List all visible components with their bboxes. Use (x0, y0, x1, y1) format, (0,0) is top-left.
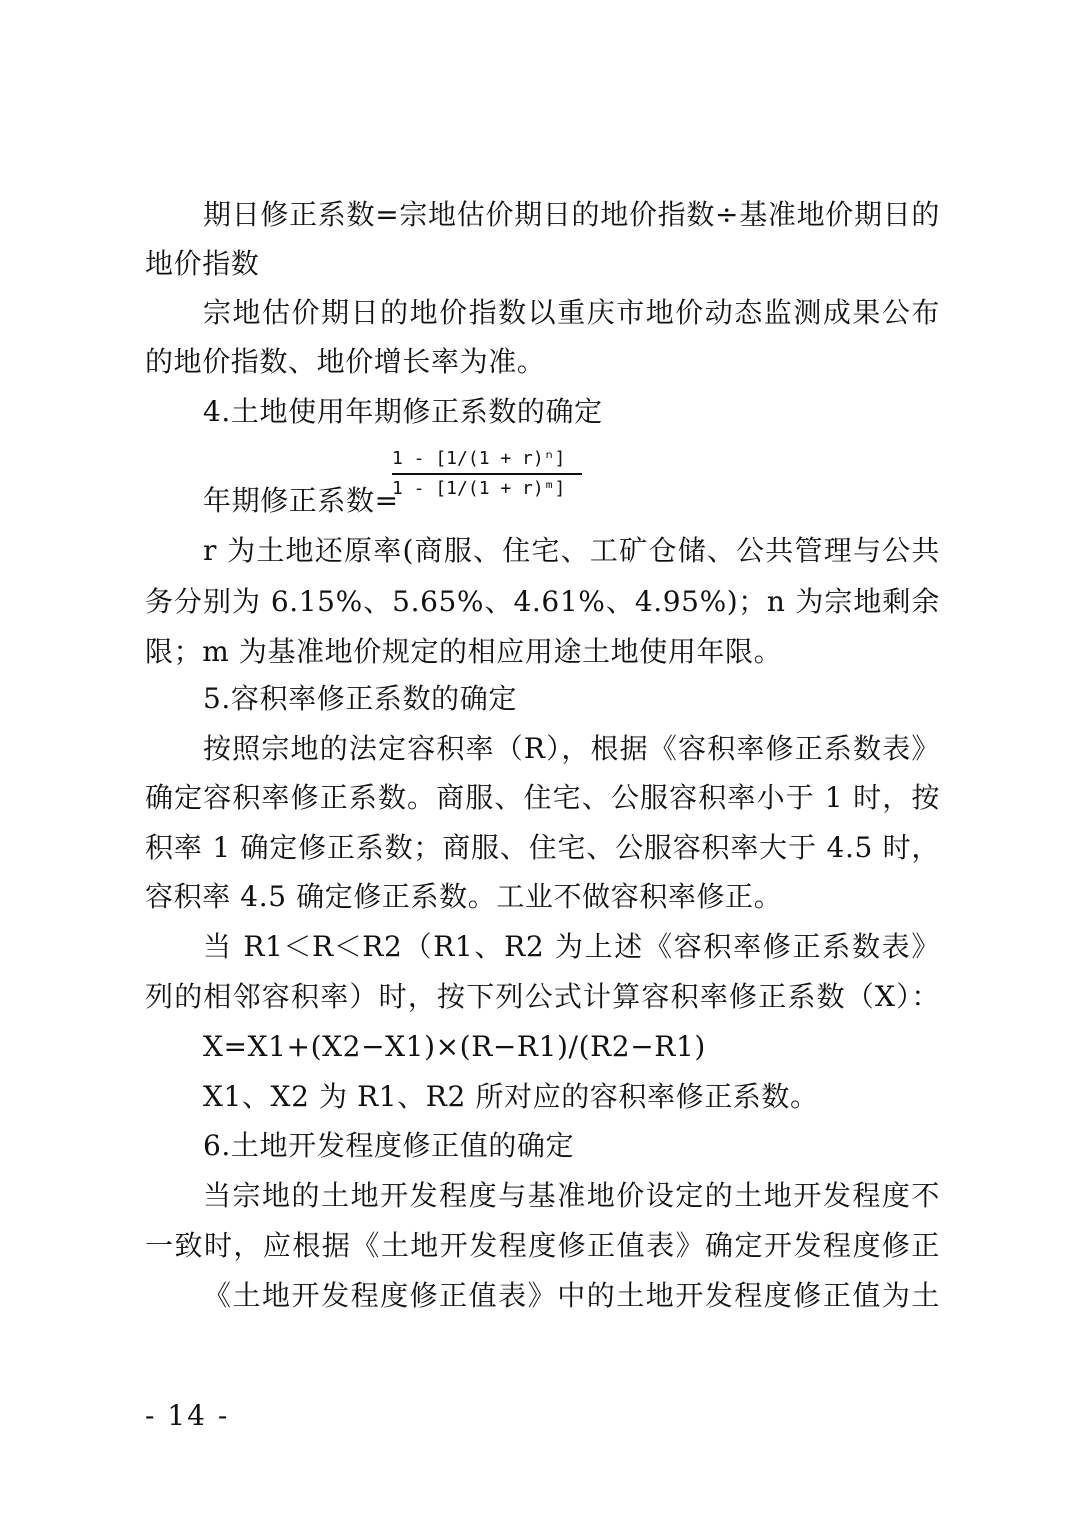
paragraph-line: 列的相邻容积率）时，按下列公式计算容积率修正系数（X）： (145, 981, 940, 1013)
paragraph-line: 一致时，应根据《土地开发程度修正值表》确定开发程度修正 (145, 1230, 940, 1262)
paragraph-line: 按照宗地的法定容积率（R），根据《容积率修正系数表》 (203, 733, 940, 765)
formula-line: X=X1+(X2−X1)×(R−R1)/(R2−R1) (203, 1030, 706, 1063)
page-number: - 14 - (145, 1399, 230, 1432)
paragraph-line: 地价指数 (145, 247, 260, 280)
paragraph-line: 务分别为 6.15%、5.65%、4.61%、4.95%)；n 为宗地剩余 (145, 586, 940, 618)
formula-denominator: 1 - [1/(1 + r)ᵐ] (392, 478, 566, 499)
paragraph-line: 容积率 4.5 确定修正系数。工业不做容积率修正。 (145, 880, 783, 913)
section-heading: 5.容积率修正系数的确定 (203, 682, 517, 715)
paragraph-line: 当 R1＜R＜R2（R1、R2 为上述《容积率修正系数表》 (203, 931, 940, 963)
fraction-bar (392, 473, 582, 475)
paragraph-line: 积率 1 确定修正系数；商服、住宅、公服容积率大于 4.5 时， (145, 832, 940, 864)
paragraph-line: 的地价指数、地价增长率为准。 (145, 345, 546, 378)
paragraph-line: 确定容积率修正系数。商服、住宅、公服容积率小于 1 时，按 (145, 782, 940, 814)
paragraph-line: 限；m 为基准地价规定的相应用途土地使用年限。 (145, 635, 783, 668)
paragraph-line: 《土地开发程度修正值表》中的土地开发程度修正值为土 (203, 1280, 940, 1312)
formula-fraction (392, 447, 582, 501)
formula-numerator: 1 - [1/(1 + r)ⁿ] (392, 448, 566, 469)
section-heading: 6.土地开发程度修正值的确定 (203, 1129, 575, 1162)
paragraph-line: r 为土地还原率(商服、住宅、工矿仓储、公共管理与公共 (203, 535, 940, 567)
paragraph-line: 当宗地的土地开发程度与基准地价设定的土地开发程度不 (203, 1180, 940, 1212)
paragraph-line: 期日修正系数=宗地估价期日的地价指数÷基准地价期日的 (203, 199, 940, 231)
formula-label: 年期修正系数= (203, 484, 399, 517)
paragraph-line: 宗地估价期日的地价指数以重庆市地价动态监测成果公布 (203, 297, 940, 329)
paragraph-line: X1、X2 为 R1、R2 所对应的容积率修正系数。 (203, 1080, 819, 1113)
section-heading: 4.土地使用年期修正系数的确定 (203, 395, 603, 428)
